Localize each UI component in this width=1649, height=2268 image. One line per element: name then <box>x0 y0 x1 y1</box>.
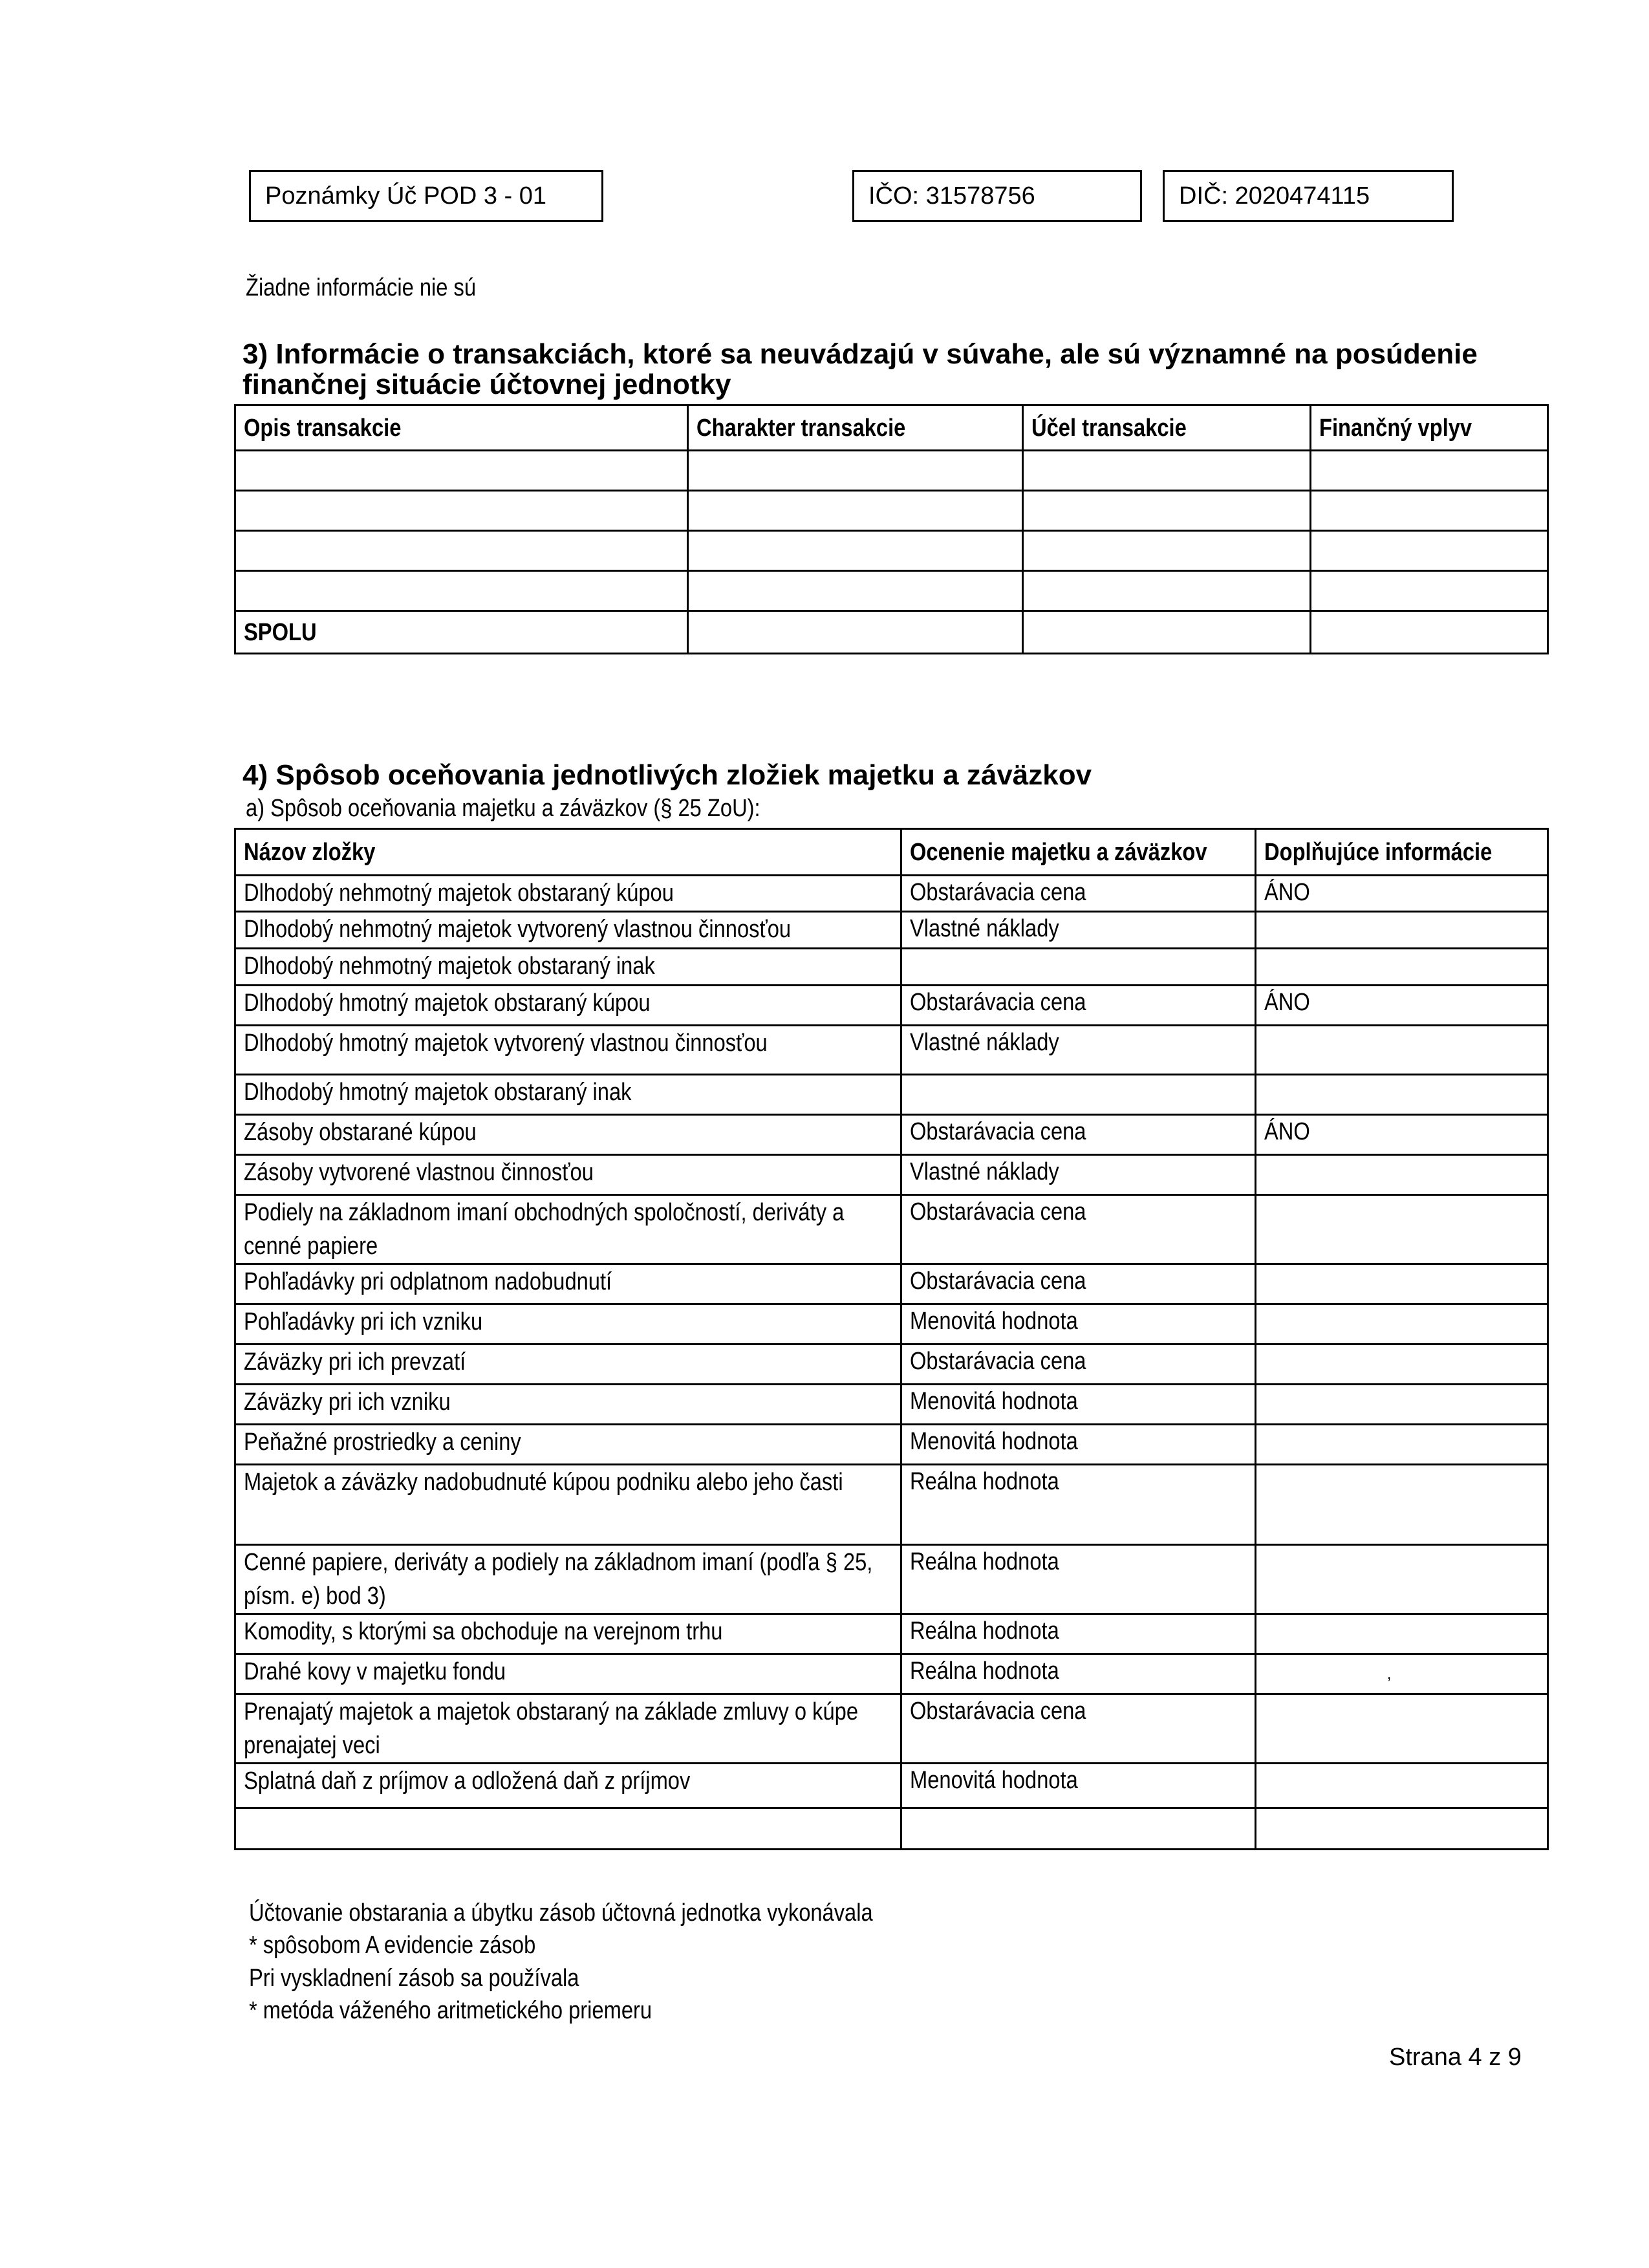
section3-title-line1 <box>242 338 1478 371</box>
valuation-cell: Vlastné náklady <box>901 912 1256 949</box>
component-name-cell: Pohľadávky pri odplatnom nadobudnutí <box>235 1264 901 1304</box>
component-name-cell: Zásoby vytvorené vlastnou činnosťou <box>235 1155 901 1195</box>
intro-text-content: Žiadne informácie nie sú <box>246 274 477 301</box>
valuation-cell: Obstarávacia cena <box>901 1264 1256 1304</box>
table-row <box>235 531 1548 571</box>
info-cell <box>1256 1614 1548 1654</box>
col-header: Účel transakcie <box>1023 405 1311 451</box>
table-row <box>235 1694 1548 1764</box>
info-cell <box>1256 1385 1548 1425</box>
section4-subtitle <box>246 795 844 823</box>
valuation-cell <box>901 949 1256 986</box>
info-cell <box>1256 949 1548 986</box>
component-name-cell: Splatná daň z príjmov a odložená daň z príjmov <box>235 1764 901 1808</box>
note-text: * spôsobom A evidencie zásob <box>249 1932 536 1959</box>
info-cell <box>1256 1545 1548 1614</box>
info-cell <box>1256 1264 1548 1304</box>
info-cell <box>1256 1075 1548 1115</box>
info-cell <box>1256 1195 1548 1264</box>
note-text: Účtovanie obstarania a úbytku zásob účtovná jednotka vykonávala <box>249 1899 873 1927</box>
table-row <box>235 1385 1548 1425</box>
table-row <box>235 912 1548 949</box>
section4-title-text: 4) Spôsob oceňovania jednotlivých zložiek majetku a záväzkov <box>242 759 1092 791</box>
info-cell <box>1256 1764 1548 1808</box>
col-header: Názov zložky <box>235 829 901 876</box>
page-number: Strana 4 z 9 <box>1389 2044 1522 2071</box>
transactions-table <box>234 404 1549 654</box>
component-name-cell: Dlhodobý nehmotný majetok obstaraný inak <box>235 949 901 986</box>
note-line-3 <box>249 1965 633 1993</box>
valuation-cell: Obstarávacia cena <box>901 1345 1256 1385</box>
component-name-cell: Pohľadávky pri ich vzniku <box>235 1304 901 1345</box>
section3-title-text2: finančnej situácie účtovnej jednotky <box>242 369 731 400</box>
component-name-cell: Zásoby obstarané kúpou <box>235 1115 901 1155</box>
info-cell: ÁNO <box>1256 986 1548 1026</box>
valuation-cell: Reálna hodnota <box>901 1614 1256 1654</box>
valuation-table <box>234 828 1549 1850</box>
col-header: Charakter transakcie <box>688 405 1023 451</box>
valuation-cell: Vlastné náklady <box>901 1155 1256 1195</box>
section3-title-text1: 3) Informácie o transakciách, ktoré sa neuvádzajú v súvahe, ale sú významné na posúdenie <box>242 338 1478 370</box>
info-cell: ÁNO <box>1256 876 1548 912</box>
valuation-cell: Obstarávacia cena <box>901 1694 1256 1764</box>
table-row <box>235 1155 1548 1195</box>
table-header-row <box>235 829 1548 876</box>
table-row <box>235 1808 1548 1850</box>
table-row <box>235 949 1548 986</box>
info-cell <box>1256 1155 1548 1195</box>
table-row <box>235 1345 1548 1385</box>
table-row <box>235 1115 1548 1155</box>
component-name-cell: Dlhodobý hmotný majetok vytvorený vlastnou činnosťou <box>235 1026 901 1075</box>
info-cell <box>1256 1425 1548 1465</box>
valuation-cell: Reálna hodnota <box>901 1465 1256 1545</box>
table-row <box>235 1075 1548 1115</box>
section3-title-line2 <box>242 368 731 402</box>
component-name-cell: Dlhodobý hmotný majetok obstaraný kúpou <box>235 986 901 1026</box>
ico-value: 31578756 <box>925 182 1035 210</box>
component-name-cell: Peňažné prostriedky a ceniny <box>235 1425 901 1465</box>
table-row <box>235 1026 1548 1075</box>
component-name-cell: Dlhodobý hmotný majetok obstaraný inak <box>235 1075 901 1115</box>
component-name-cell: Cenné papiere, deriváty a podiely na základnom imaní (podľa § 25, písm. e) bod 3) <box>235 1545 901 1614</box>
table-row <box>235 1425 1548 1465</box>
note-text: * metóda váženého aritmetického priemeru <box>249 1997 652 2024</box>
valuation-cell: Menovitá hodnota <box>901 1304 1256 1345</box>
component-name-cell: Podiely na základnom imaní obchodných spoločností, deriváty a cenné papiere <box>235 1195 901 1264</box>
valuation-cell: Menovitá hodnota <box>901 1425 1256 1465</box>
table-row <box>235 876 1548 912</box>
info-cell <box>1256 912 1548 949</box>
component-name-cell: Záväzky pri ich prevzatí <box>235 1345 901 1385</box>
info-cell: , <box>1256 1654 1548 1694</box>
col-header: Finančný vplyv <box>1311 405 1548 451</box>
table-row <box>235 491 1548 531</box>
table-row <box>235 1764 1548 1808</box>
valuation-cell: Reálna hodnota <box>901 1654 1256 1694</box>
table-row <box>235 451 1548 491</box>
component-name-cell: Komodity, s ktorými sa obchoduje na verejnom trhu <box>235 1614 901 1654</box>
intro-text <box>246 274 513 302</box>
valuation-cell: Obstarávacia cena <box>901 1195 1256 1264</box>
table-row <box>235 1465 1548 1545</box>
info-cell <box>1256 1304 1548 1345</box>
table-row <box>235 1264 1548 1304</box>
valuation-cell <box>901 1075 1256 1115</box>
component-name-cell <box>235 1808 901 1850</box>
valuation-cell: Obstarávacia cena <box>901 876 1256 912</box>
table-row <box>235 1195 1548 1264</box>
col-header: Opis transakcie <box>235 405 688 451</box>
dic-value: 2020474115 <box>1234 182 1370 210</box>
component-name-cell: Dlhodobý nehmotný majetok vytvorený vlastnou činnosťou <box>235 912 901 949</box>
info-cell <box>1256 1465 1548 1545</box>
form-label-box <box>249 170 603 222</box>
note-line-1 <box>249 1899 975 1927</box>
info-cell <box>1256 1026 1548 1075</box>
table-header-row <box>235 405 1548 451</box>
info-cell <box>1256 1694 1548 1764</box>
component-name-cell: Drahé kovy v majetku fondu <box>235 1654 901 1694</box>
form-label: Poznámky Úč POD 3 - 01 <box>265 182 547 210</box>
note-text: Pri vyskladnení zásob sa používala <box>249 1965 579 1992</box>
dic-box <box>1163 170 1454 222</box>
section4-title <box>242 759 1092 792</box>
table-row <box>235 1304 1548 1345</box>
valuation-cell: Menovitá hodnota <box>901 1385 1256 1425</box>
ico-label: IČO: <box>868 182 920 210</box>
component-name-cell: Záväzky pri ich vzniku <box>235 1385 901 1425</box>
total-row <box>235 611 1548 654</box>
component-name-cell: Majetok a záväzky nadobudnuté kúpou podniku alebo jeho časti <box>235 1465 901 1545</box>
table-row <box>235 1545 1548 1614</box>
dic-label: DIČ: <box>1179 182 1228 210</box>
valuation-cell: Obstarávacia cena <box>901 1115 1256 1155</box>
col-header: Ocenenie majetku a záväzkov <box>901 829 1256 876</box>
valuation-cell: Menovitá hodnota <box>901 1764 1256 1808</box>
table-row <box>235 1654 1548 1694</box>
section4-subtitle-text: a) Spôsob oceňovania majetku a záväzkov (§ 25 ZoU): <box>246 795 760 822</box>
valuation-cell <box>901 1808 1256 1850</box>
col-header: Doplňujúce informácie <box>1256 829 1548 876</box>
info-cell <box>1256 1345 1548 1385</box>
ico-box <box>852 170 1142 222</box>
info-cell <box>1256 1808 1548 1850</box>
note-line-4 <box>249 1997 718 2025</box>
info-cell: ÁNO <box>1256 1115 1548 1155</box>
note-line-2 <box>249 1932 582 1960</box>
valuation-cell: Obstarávacia cena <box>901 986 1256 1026</box>
table-row <box>235 1614 1548 1654</box>
valuation-cell: Reálna hodnota <box>901 1545 1256 1614</box>
valuation-cell: Vlastné náklady <box>901 1026 1256 1075</box>
total-label: SPOLU <box>235 611 688 654</box>
table-row <box>235 986 1548 1026</box>
table-row <box>235 571 1548 611</box>
component-name-cell: Prenajatý majetok a majetok obstaraný na základe zmluvy o kúpe prenajatej veci <box>235 1694 901 1764</box>
component-name-cell: Dlhodobý nehmotný majetok obstaraný kúpou <box>235 876 901 912</box>
